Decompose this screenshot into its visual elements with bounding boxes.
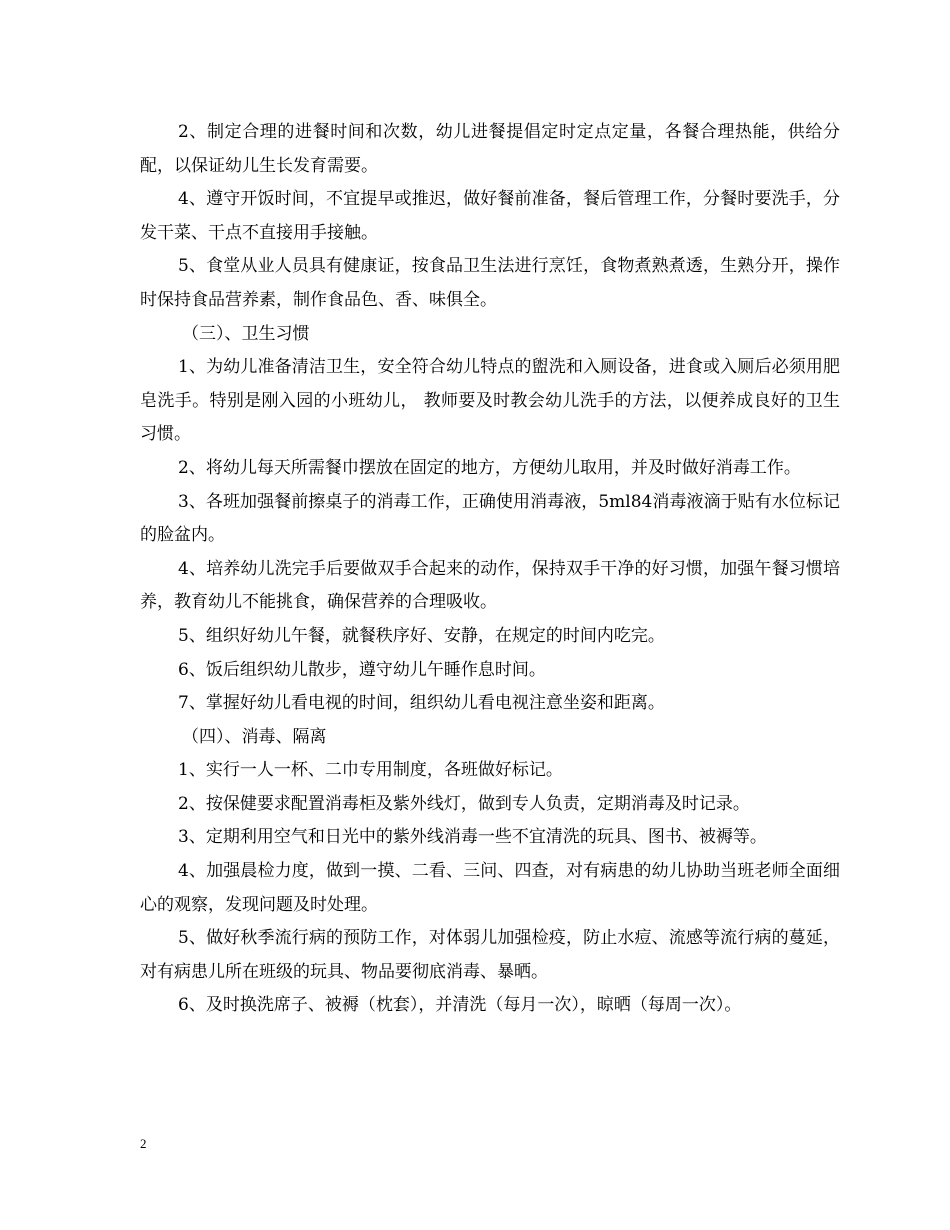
paragraph-meal-time: 4、遵守开饭时间，不宜提早或推迟，做好餐前准备，餐后管理工作，分餐时要洗手，分发干菜、干点不直接用手接触。: [140, 189, 840, 243]
paragraph-lunch-order: 5、组织好幼儿午餐，就餐秩序好、安静，在规定的时间内吃完。: [178, 625, 665, 646]
paragraph-epidemic-prevention: 5、做好秋季流行病的预防工作，对体弱儿加强检疫，防止水痘、流感等流行病的蔓延，对有病患儿所在班级的玩具、物品要彻底消毒、暴晒。: [140, 928, 840, 982]
paragraph-bedding-washing: 6、及时换洗席子、被褥（枕套），并清洗（每月一次），晾晒（每周一次）。: [178, 995, 742, 1016]
paragraph-sunlight-disinfection: 3、定期利用空气和日光中的紫外线消毒一些不宜清洗的玩具、图书、被褥等。: [178, 827, 767, 848]
paragraph-napkins: 2、将幼儿每天所需餐巾摆放在固定的地方，方便幼儿取用，并及时做好消毒工作。: [178, 457, 801, 478]
paragraph-meal-schedule: 2、制定合理的进餐时间和次数，幼儿进餐提倡定时定点定量，各餐合理热能，供给分配，以保证幼儿生长发育需要。: [140, 122, 840, 176]
paragraph-handwashing: 1、为幼儿准备清洁卫生，安全符合幼儿特点的盥洗和入厕设备，进食或入厕后必须用肥皂洗手。特别是刚入园的小班幼儿， 教师要及时教会幼儿洗手的方法，以便养成良好的卫生习惯。: [140, 357, 840, 445]
document-body: [140, 116, 840, 1023]
paragraph-lunch-habits: 4、培养幼儿洗完手后要做双手合起来的动作，保持双手干净的好习惯，加强午餐习惯培养，教育幼儿不能挑食，确保营养的合理吸收。: [140, 558, 840, 613]
paragraph-after-meal-walk: 6、饭后组织幼儿散步，遵守幼儿午睡作息时间。: [178, 659, 546, 680]
paragraph-one-cup-rule: 1、实行一人一杯、二巾专用制度，各班做好标记。: [178, 760, 563, 781]
paragraph-table-disinfection: 3、各班加强餐前擦桌子的消毒工作，正确使用消毒液，5ml84消毒液滴于贴有水位标记的脸盆内。: [140, 491, 840, 546]
page-number: 2: [140, 1136, 147, 1151]
section-heading-hygiene-habits: （三）、卫生习惯: [182, 323, 310, 344]
section-heading-disinfection-isolation: （四）、消毒、隔离: [182, 726, 327, 747]
paragraph-disinfection-cabinet: 2、按保健要求配置消毒柜及紫外线灯，做到专人负责，定期消毒及时记录。: [178, 793, 750, 814]
paragraph-canteen-staff: 5、食堂从业人员具有健康证，按食品卫生法进行烹饪，食物煮熟煮透，生熟分开，操作时保持食品营养素，制作食品色、香、味俱全。: [140, 256, 840, 310]
paragraph-tv-time: 7、掌握好幼儿看电视的时间，组织幼儿看电视注意坐姿和距离。: [178, 693, 665, 714]
paragraph-morning-check: 4、加强晨检力度，做到一摸、二看、三问、四查，对有病患的幼儿协助当班老师全面细心的观察，发现问题及时处理。: [140, 861, 840, 915]
